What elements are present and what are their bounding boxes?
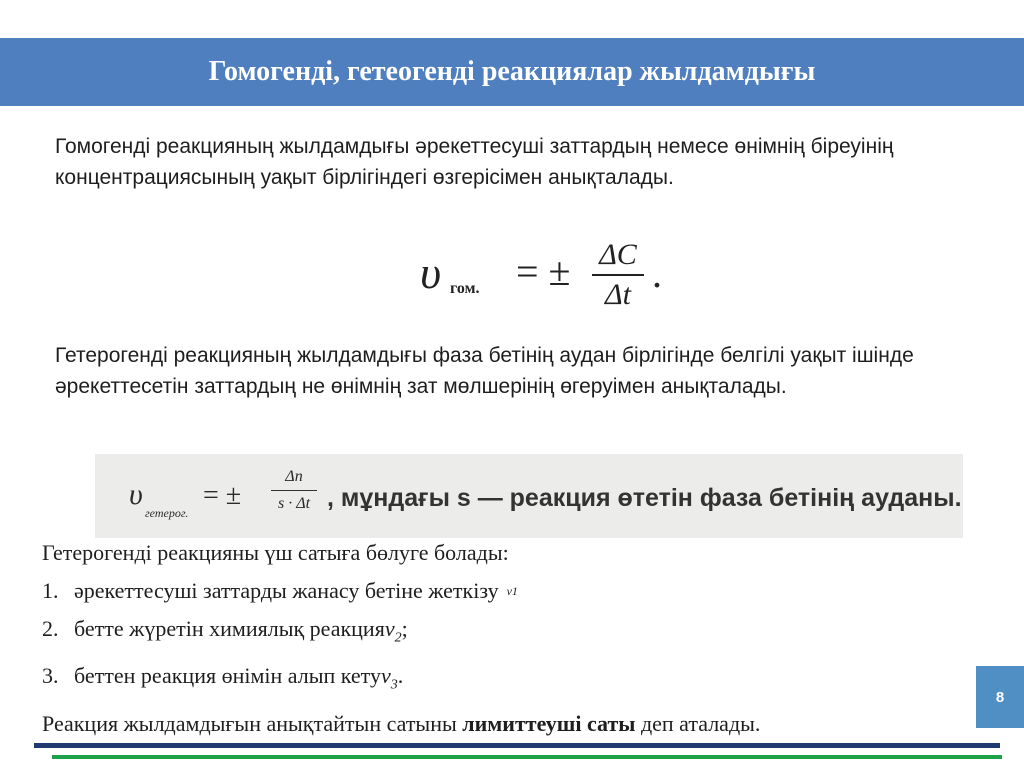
stages-block [42, 534, 992, 743]
fraction [592, 238, 644, 312]
rate-subscript: гетерог. [145, 506, 189, 520]
numerator: Δn [285, 468, 303, 485]
item-number: 3. [42, 663, 59, 689]
formula-explanation: , мұндағы s — реакция өтетін фаза бетінің ауданы. [327, 484, 962, 512]
footer-rule-navy [34, 743, 1000, 748]
rate-symbol: υ [129, 478, 143, 511]
item-end: ; [401, 616, 408, 641]
item-number: 1. [42, 578, 59, 603]
stages-intro: Гетерогенді реакцияны үш сатыға бөлуге болады: [42, 540, 509, 565]
formula-end: . [652, 251, 662, 296]
item-text: беттен реакция өнімін алып кету [74, 663, 382, 689]
equals-plus-minus: = ± [516, 249, 571, 294]
fraction-bar [592, 274, 644, 276]
fraction-bar [271, 490, 317, 491]
equals-plus-minus: = ± [203, 480, 242, 511]
slide-title: Гомогенді, гетеогенді реакциялар жылдамдығы [208, 56, 816, 87]
list-item [42, 657, 992, 704]
title-bar [0, 38, 1024, 106]
homogeneous-rate-formula [420, 228, 690, 320]
item-text: әрекеттесуші заттарды жанасу бетіне жеткізу [74, 578, 499, 603]
item-end: . [397, 663, 404, 689]
page-number-badge [976, 666, 1024, 728]
conclusion: Реакция жылдамдығын анықтайтын сатыны лимиттеуші саты деп аталады. [42, 710, 761, 736]
numerator: ΔC [599, 238, 637, 271]
homogeneous-definition: Гомогенді реакцияның жылдамдығы әрекеттесуші заттардың немесе өнімнің біреуінің концентрациясының уақыт бірлігіндегі өзгерісімен анықталады. [55, 135, 894, 189]
rate-subscript: гом. [450, 280, 480, 297]
list-item [42, 610, 992, 657]
denominator: s · Δt [277, 495, 311, 512]
denominator: Δt [605, 278, 631, 311]
limiting-stage-term: лимиттеуші саты [462, 710, 636, 736]
page-number: 8 [995, 688, 1005, 706]
item-symbol: v1 [506, 584, 518, 598]
footer-rule-green [52, 755, 1002, 759]
rate-symbol: υ [420, 247, 442, 298]
heterogeneous-rate-formula-image [95, 454, 963, 538]
heterogeneous-definition: Гетерогенді реакцияның жылдамдығы фаза бетінің аудан бірлігінде белгілі уақыт ішінде әрекеттесетін заттардың не өнімнің зат мөлшерінің өгеруімен анықталады. [55, 344, 914, 398]
item-symbol: $v_3$ [381, 663, 398, 693]
item-text: бетте жүретін химиялық реакция [74, 616, 385, 641]
list-item [42, 572, 992, 610]
item-number: 2. [42, 616, 59, 641]
item-symbol: $v_2$ [384, 616, 402, 646]
fraction [271, 468, 317, 513]
